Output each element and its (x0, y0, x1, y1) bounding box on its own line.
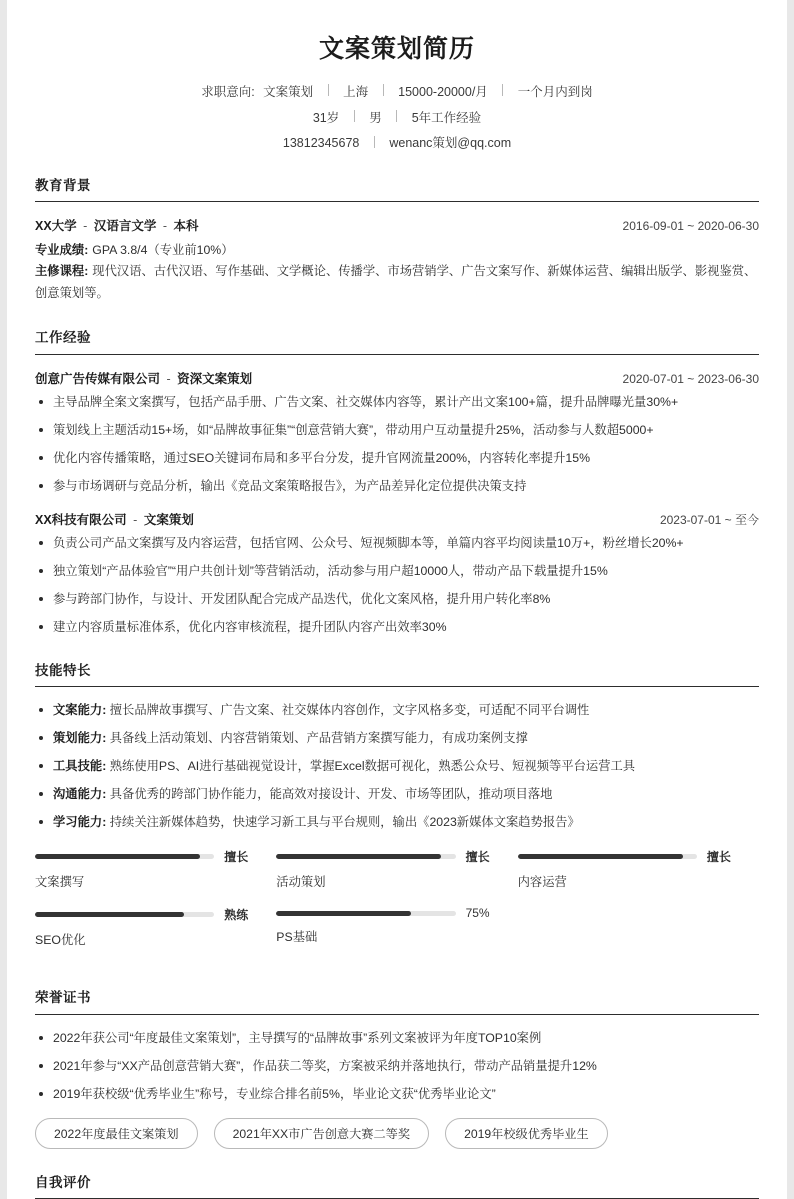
skill-bar-name: 文案撰写 (35, 875, 85, 890)
skill-bar-row (35, 848, 248, 865)
gpa-value: GPA 3.8/4（专业前10%） (92, 242, 234, 257)
section-title-education: 教育背景 (35, 177, 91, 193)
job-title: 资深文案策划 (177, 371, 253, 386)
intent-city: 上海 (343, 84, 369, 99)
major-name: 汉语言文学 (93, 218, 157, 233)
skill-progress-track (518, 854, 697, 859)
section-title-skills: 技能特长 (35, 663, 91, 679)
skill-bar-name: 内容运营 (517, 875, 567, 890)
honor-tag[interactable]: 2022年度最佳文案策划 (35, 1118, 198, 1149)
skill-bar-item (35, 906, 276, 948)
honor-tag[interactable]: 2021年XX市广告创意大赛二等奖 (214, 1118, 429, 1149)
skill-bar-item (276, 906, 517, 948)
list-item (35, 813, 759, 832)
section-divider (35, 354, 759, 355)
section-title-honors: 荣誉证书 (35, 990, 91, 1006)
list-item: 2019年获校级“优秀毕业生”称号，专业综合排名前5%，毕业论文获“优秀毕业论文” (35, 1085, 759, 1104)
list-item: 建立内容质量标准体系，优化内容审核流程，提升团队内容产出效率30% (35, 618, 759, 637)
separator (354, 110, 355, 122)
section-education (35, 178, 759, 305)
list-item: 参与市场调研与竞品分析，输出《竞品文案策略报告》，为产品差异化定位提供决策支持 (35, 477, 759, 496)
section-divider (35, 201, 759, 202)
skill-bar-row (276, 906, 489, 920)
courses-value: 现代汉语、古代汉语、写作基础、文学概论、传播学、市场营销学、广告文案写作、新媒体运营、编辑出版学、影视鉴赏、创意策划等。 (35, 264, 757, 300)
dash-separator: - (133, 512, 138, 527)
list-item (35, 701, 759, 720)
honor-tag[interactable]: 2019年校级优秀毕业生 (445, 1118, 608, 1149)
skill-bar-item (276, 848, 517, 890)
work-entry (35, 369, 759, 496)
section-honors (35, 990, 759, 1148)
skill-text: 具备优秀的跨部门协作能力，能高效对接设计、开发、市场等团队，推动项目落地 (109, 787, 553, 802)
work-date-range: 2020-07-01 ~ 2023-06-30 (622, 371, 759, 386)
list-item: 2021年参与“XX产品创意营销大赛”，作品获二等奖，方案被采纳并落地执行，带动产品销量提升12% (35, 1057, 759, 1076)
education-heading (35, 216, 199, 234)
skills-bullet-list (35, 701, 759, 832)
contact-email: wenanc策划@qq.com (389, 136, 512, 151)
section-title-work: 工作经验 (35, 330, 91, 346)
skill-bar-item (518, 848, 759, 890)
company-name: XX科技有限公司 (35, 512, 127, 527)
skill-text: 擅长品牌故事撰写、广告文案、社交媒体内容创作，文字风格多变，可适配不同平台调性 (109, 703, 590, 718)
skill-bar-name: 活动策划 (276, 875, 326, 890)
skill-bar-row (518, 848, 731, 865)
section-divider (35, 686, 759, 687)
list-item: 策划线上主题活动15+场，如“品牌故事征集”“创意营销大赛”，带动用户互动量提升25%，活动参与人数超5000+ (35, 421, 759, 440)
skill-level-label: 熟练 (224, 908, 249, 923)
skill-text: 熟练使用PS、AI进行基础视觉设计，掌握Excel数据可视化，熟悉公众号、短视频等平台运营工具 (109, 759, 636, 774)
list-item: 优化内容传播策略，通过SEO关键词布局和多平台分发，提升官网流量200%，内容转化率提升15% (35, 449, 759, 468)
skill-progress-fill (276, 854, 441, 859)
separator (502, 84, 503, 96)
intent-availability: 一个月内到岗 (517, 84, 593, 99)
degree-name: 本科 (173, 218, 199, 233)
resume-header (35, 34, 759, 152)
dash-separator: - (166, 371, 171, 386)
work-heading (35, 369, 252, 387)
work-bullet-list (35, 393, 759, 496)
section-skills (35, 663, 759, 964)
section-divider (35, 1014, 759, 1015)
separator (374, 136, 375, 148)
skill-progress-fill (276, 911, 410, 916)
list-item: 负责公司产品文案撰写及内容运营，包括官网、公众号、短视频脚本等，单篇内容平均阅读量10万+，粉丝增长20%+ (35, 534, 759, 553)
separator (396, 110, 397, 122)
list-item (35, 729, 759, 748)
personal-age: 31岁 (312, 110, 340, 125)
list-item (35, 785, 759, 804)
skill-level-label: 擅长 (465, 850, 490, 865)
skill-progress-track (35, 854, 214, 859)
list-item (35, 757, 759, 776)
skill-progress-fill (518, 854, 683, 859)
courses-label: 主修课程: (35, 264, 89, 279)
company-name: 创意广告传媒有限公司 (35, 371, 161, 386)
honors-bullet-list (35, 1029, 759, 1104)
skill-bar-name: PS基础 (276, 930, 318, 945)
skill-label: 工具技能: (53, 759, 107, 774)
skill-label: 策划能力: (53, 731, 107, 746)
work-entry (35, 510, 759, 637)
skill-level-label: 75% (465, 906, 490, 921)
separator (383, 84, 384, 96)
skill-label: 学习能力: (53, 815, 107, 830)
education-date-range: 2016-09-01 ~ 2020-06-30 (622, 218, 759, 233)
skill-progress-fill (35, 854, 200, 859)
skill-bar-item (35, 848, 276, 890)
section-work-experience (35, 330, 759, 637)
skill-progress-track (276, 854, 455, 859)
skill-text: 具备线上活动策划、内容营销策划、产品营销方案撰写能力，有成功案例支撑 (109, 731, 528, 746)
meta-line-contact (35, 135, 759, 152)
list-item: 主导品牌全案文案撰写，包括产品手册、广告文案、社交媒体内容等，累计产出文案100+篇，提升品牌曝光量30%+ (35, 393, 759, 412)
skill-level-label: 擅长 (224, 850, 249, 865)
intent-position: 文案策划 (263, 84, 314, 99)
skill-label: 沟通能力: (53, 787, 107, 802)
work-bullet-list (35, 534, 759, 637)
honor-tag-row (35, 1118, 759, 1149)
meta-line-intent (35, 83, 759, 100)
list-item: 2022年获公司“年度最佳文案策划”，主导撰写的“品牌故事”系列文案被评为年度TOP10案例 (35, 1029, 759, 1048)
personal-gender: 男 (369, 110, 382, 125)
page-title: 文案策划简历 (318, 35, 475, 63)
skill-label: 文案能力: (53, 703, 107, 718)
education-gpa-line (35, 240, 759, 262)
skill-text: 持续关注新媒体趋势，快速学习新工具与平台规则，输出《2023新媒体文案趋势报告》 (109, 815, 580, 830)
personal-experience: 5年工作经验 (411, 110, 482, 125)
skill-bar-row (276, 848, 489, 865)
dash-separator: - (162, 218, 167, 233)
work-heading (35, 510, 194, 528)
school-name: XX大学 (35, 218, 77, 233)
job-title: 文案策划 (143, 512, 194, 527)
skill-bar-name: SEO优化 (35, 933, 86, 948)
intent-label: 求职意向: (201, 84, 255, 99)
gpa-label: 专业成绩: (35, 242, 89, 257)
skill-level-label: 擅长 (706, 850, 731, 865)
skill-bar-row (35, 906, 248, 923)
section-self-evaluation (35, 1175, 759, 1199)
work-entry-head (35, 369, 759, 387)
work-date-range: 2023-07-01 ~ 至今 (659, 512, 759, 527)
work-entry-head (35, 510, 759, 528)
skill-bar-grid (35, 848, 759, 964)
resume-page (7, 0, 787, 1199)
skill-progress-track (276, 911, 455, 916)
education-courses-line (35, 261, 759, 304)
intent-salary: 15000-20000/月 (398, 84, 488, 99)
skill-progress-fill (35, 912, 184, 917)
section-title-self-evaluation: 自我评价 (35, 1174, 91, 1190)
list-item: 独立策划“产品体验官”“用户共创计划”等营销活动，活动参与用户超10000人，带动产品下载量提升15% (35, 562, 759, 581)
education-entry (35, 216, 759, 305)
meta-line-personal (35, 109, 759, 126)
separator (328, 84, 329, 96)
skill-progress-track (35, 912, 214, 917)
dash-separator: - (83, 218, 88, 233)
list-item: 参与跨部门协作，与设计、开发团队配合完成产品迭代，优化文案风格，提升用户转化率8% (35, 590, 759, 609)
education-entry-head (35, 216, 759, 234)
contact-phone: 13812345678 (282, 136, 360, 151)
